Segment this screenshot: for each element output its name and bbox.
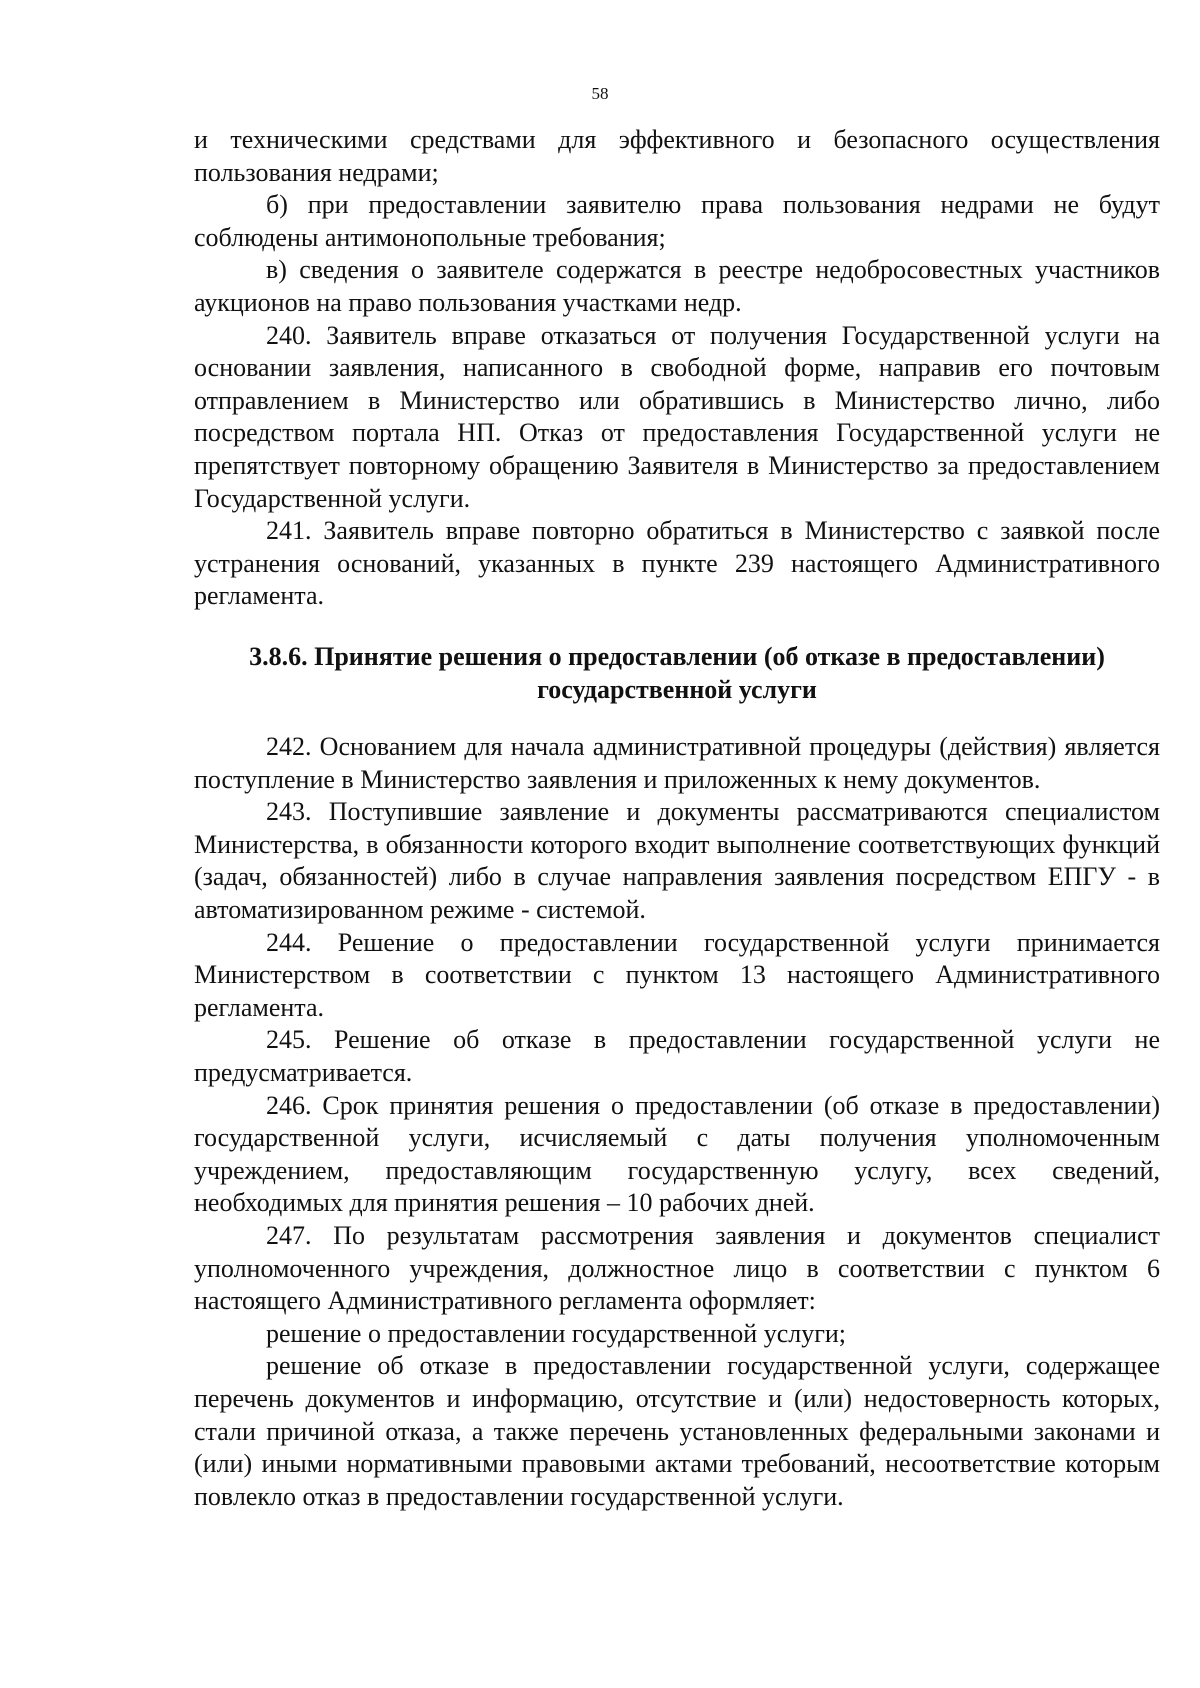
paragraph-247-item-1: решение о предоставлении государственной услуги;	[266, 1318, 847, 1348]
section-heading	[194, 641, 1160, 706]
paragraph-item-v: в) сведения о заявителе содержатся в реестре недобросовестных участников аукционов на право пользования участками недр.	[194, 255, 1160, 317]
paragraph-246: 246. Срок принятия решения о предоставлении (об отказе в предоставлении) государственной услуги, исчисляемый с даты получения уполномоченным учреждением, предоставляющим государственную услугу, всех сведений, необходимых для принятия решения – 10 рабочих дней.	[194, 1090, 1160, 1218]
paragraph-244: 244. Решение о предоставлении государственной услуги принимается Министерством в соответствии с пунктом 13 настоящего Административного регламента.	[194, 927, 1160, 1022]
paragraph-242: 242. Основанием для начала административной процедуры (действия) является поступление в Министерство заявления и приложенных к нему документов.	[194, 732, 1160, 794]
paragraph-item-b: б) при предоставлении заявителю права пользования недрами не будут соблюдены антимонопольные требования;	[194, 190, 1160, 252]
section-heading-line-2: государственной услуги	[537, 674, 817, 704]
paragraph-240: 240. Заявитель вправе отказаться от получения Государственной услуги на основании заявления, написанного в свободной форме, направив его почтовым отправлением в Министерство или обратившись в Министерство лично, либо посредством портала НП. Отказ от предоставления Государственной услуги не препятствует повторному обращению Заявителя в Министерство за предоставлением Государственной услуги.	[194, 320, 1160, 513]
section-heading-line-1: 3.8.6. Принятие решения о предоставлении (об отказе в предоставлении)	[249, 641, 1105, 671]
paragraph-243: 243. Поступившие заявление и документы рассматриваются специалистом Министерства, в обязанности которого входит выполнение соответствующих функций (задач, обязанностей) либо в случае направления заявления посредством ЕПГУ - в автоматизированном режиме - системой.	[194, 797, 1160, 925]
page-number: 58	[591, 84, 609, 103]
document-body	[194, 124, 1160, 1513]
paragraph-247-item-2: решение об отказе в предоставлении государственной услуги, содержащее перечень документов и информацию, отсутствие и (или) недостоверность которых, стали причиной отказа, а также перечень установленных федеральными законами и (или) иными нормативными правовыми актами требований, несоответствие которым повлекло отказ в предоставлении государственной услуги.	[194, 1351, 1160, 1511]
paragraph-245: 245. Решение об отказе в предоставлении государственной услуги не предусматривается.	[194, 1025, 1160, 1088]
paragraph-continuation: и техническими средствами для эффективного и безопасного осуществления пользования недрами;	[194, 125, 1160, 187]
paragraph-247: 247. По результатам рассмотрения заявления и документов специалист уполномоченного учреждения, должностное лицо в соответствии с пунктом 6 настоящего Административного регламента оформляет:	[194, 1221, 1160, 1316]
paragraph-241: 241. Заявитель вправе повторно обратиться в Министерство с заявкой после устранения оснований, указанных в пункте 239 настоящего Административного регламента.	[194, 516, 1160, 611]
